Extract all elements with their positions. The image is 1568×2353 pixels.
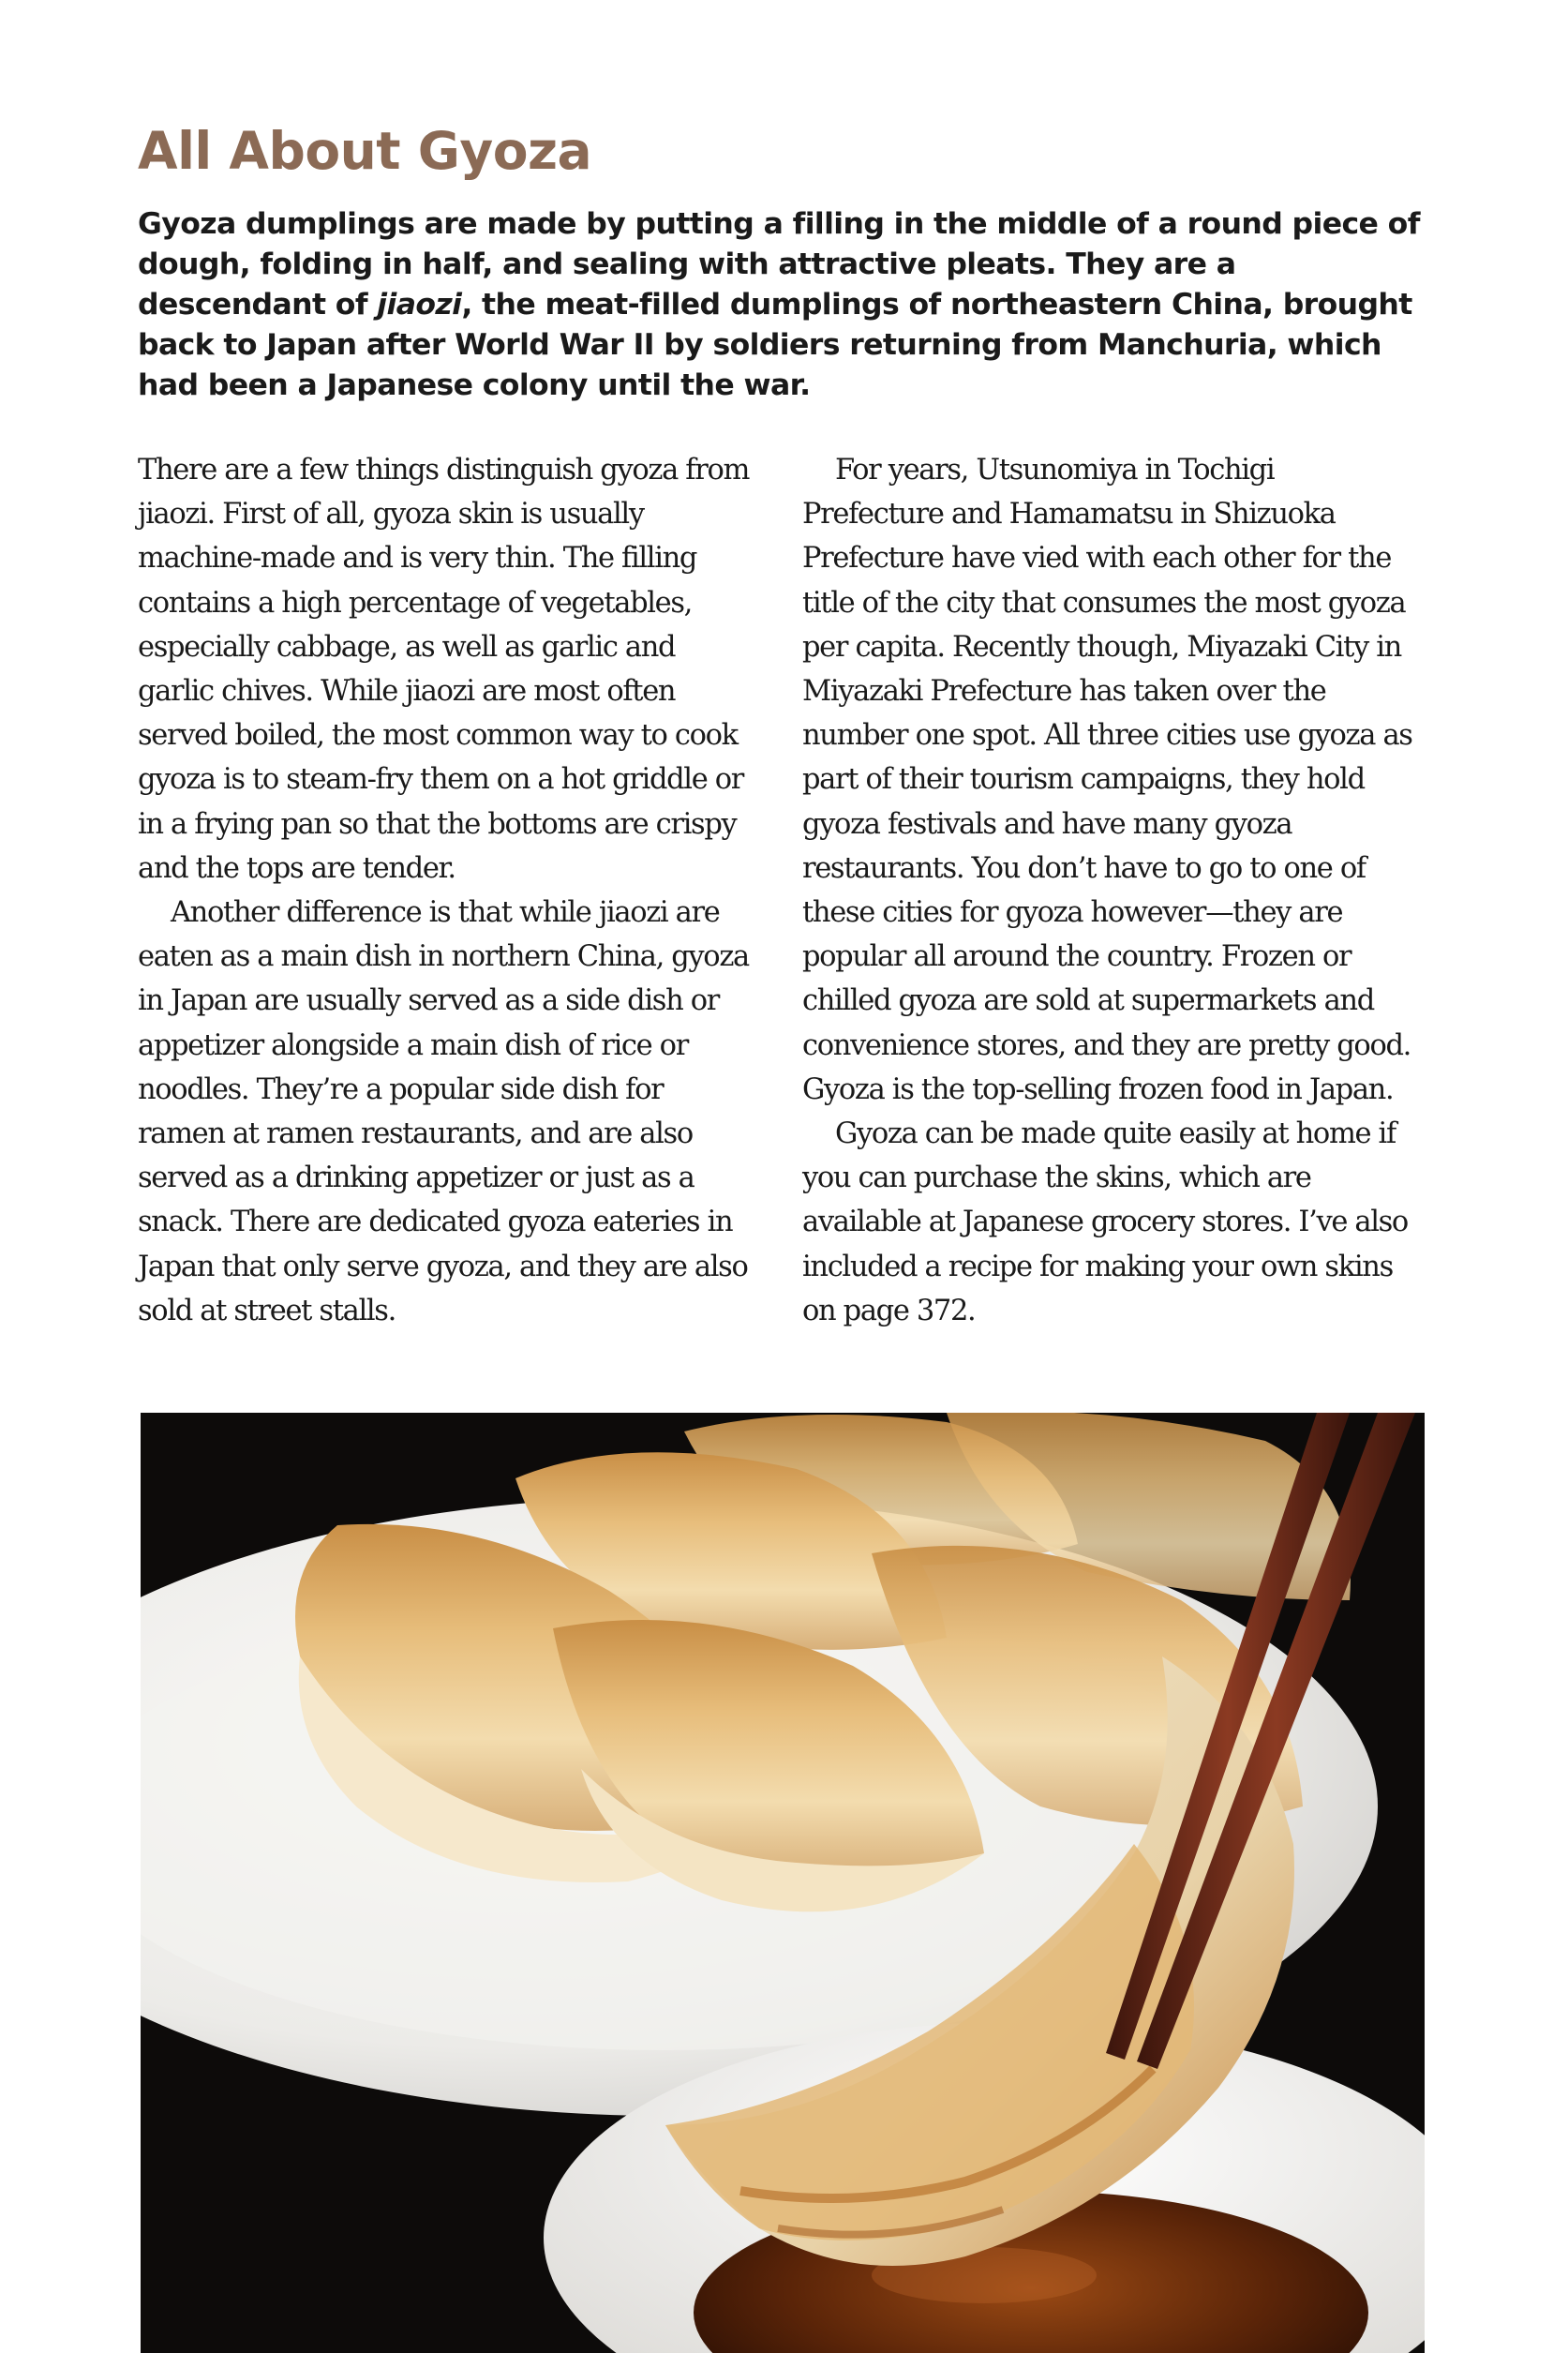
intro-italic-term: jiaozi <box>377 288 462 322</box>
intro-text-start: Gyoza dumplings are made by putting a filling in the middle of a round piece of dough, folding in half, and sealing with attractive pleats. They are a descendant of <box>138 207 1420 322</box>
body-columns <box>138 448 1426 1348</box>
body-paragraph: For years, Utsunomiya in Tochigi Prefecture and Hamamatsu in Shizuoka Prefecture have vied with each other for the title of the city that consumes the most gyoza per capita. Recently though, Miyazaki City in Miyazaki Prefecture has taken over the number one spot. All three cities use gyoza as part of their tourism campaigns, they hold gyoza festivals and have many gyoza restaurants. You don’t have to go to one of these cities for gyoza however—they are popular all around the country. Frozen or chilled gyoza are sold at supermarkets and convenience stores, and they are pretty good. Gyoza is the top-selling frozen food in Japan. <box>802 454 1412 1106</box>
right-column <box>802 448 1421 1333</box>
left-column <box>138 448 756 1333</box>
gyoza-illustration <box>141 1413 1425 2353</box>
page-title: All About Gyoza <box>138 121 592 181</box>
gyoza-photo <box>141 1413 1425 2353</box>
body-paragraph: Another difference is that while jiaozi are eaten as a main dish in northern China, gyoza in Japan are usually served as a side dish or appetizer alongside a main dish of rice or noodles. They’re a popular side dish for ramen at ramen restaurants, and are also served as a drinking appetizer or just as a snack. There are dedicated gyoza eateries in Japan that only serve gyoza, and they are also sold at street stalls. <box>138 896 749 1327</box>
intro-text-end: , the meat-filled dumplings of northeastern China, brought back to Japan after World War II by soldiers returning from Manchuria, which had been a Japanese colony until the war. <box>138 288 1412 402</box>
body-paragraph: There are a few things distinguish gyoza from jiaozi. First of all, gyoza skin is usually machine-made and is very thin. The filling contains a high percentage of vegetables, especially cabbage, as well as garlic and garlic chives. While jiaozi are most often served boiled, the most common way to cook gyoza is to steam-fry them on a hot griddle or in a frying pan so that the bottoms are crispy and the tops are tender. <box>138 454 750 885</box>
intro-paragraph <box>138 204 1422 406</box>
body-paragraph: Gyoza can be made quite easily at home if you can purchase the skins, which are available at Japanese grocery stores. I’ve also included a recipe for making your own skins on page 372. <box>802 1117 1408 1327</box>
